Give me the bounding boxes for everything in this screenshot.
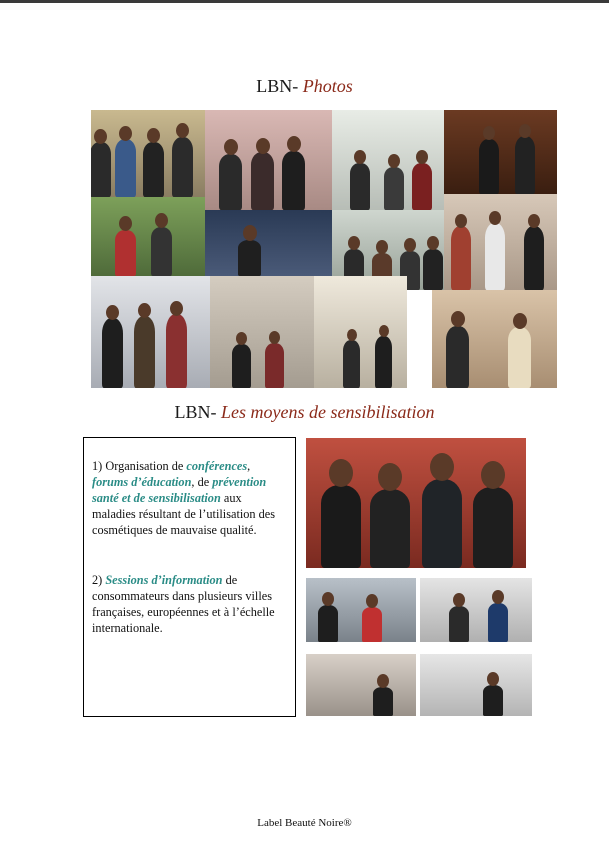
photo-presentation-screen — [205, 210, 332, 276]
photo-office-meeting — [210, 276, 314, 388]
photos-heading-title: Photos — [302, 76, 353, 96]
highlight-forums: forums d’éducation — [92, 475, 192, 489]
photo-panel-speakers — [205, 110, 332, 210]
photo-outdoor-stand — [91, 197, 205, 276]
photo-interview — [420, 654, 532, 716]
awareness-text-box — [83, 437, 296, 717]
photo-reception-room — [444, 110, 557, 194]
highlight-sessions: Sessions d’information — [105, 573, 223, 587]
photo-group-tv-crew — [91, 110, 205, 197]
photo-shop-visit — [91, 276, 210, 388]
photos-heading: LBN- Photos — [256, 76, 353, 96]
awareness-item-sessions: 2) Sessions d’information de consommateurs dans plusieurs villes françaises, européennes et à l’échelle internationale. — [92, 573, 275, 635]
photo-studio-session — [306, 654, 416, 716]
awareness-item-conferences: 1) Organisation de conférences, forums d’éducation, de prévention santé et de sensibilisation aux maladies résultant de l’utilisation des cosmétiques de mauvaise qualité. — [92, 459, 276, 537]
top-rule — [0, 0, 609, 3]
photo-group-portrait — [306, 438, 526, 568]
photo-exhibition-booth — [420, 578, 532, 642]
photo-computer-desk — [314, 276, 407, 388]
highlight-conferences: conférences — [186, 459, 248, 473]
means-heading-title: Les moyens de sensibilisation — [221, 402, 435, 422]
photo-consultation — [432, 290, 557, 388]
highlight-prevention: prévention santé et de sensibilisation — [92, 475, 267, 505]
photo-information-stand — [306, 578, 416, 642]
footer-brand: Label Beauté Noire® — [257, 817, 352, 829]
means-heading: LBN- Les moyens de sensibilisation — [174, 402, 435, 422]
photo-product-demo — [444, 194, 557, 290]
photo-conference-table — [332, 110, 444, 210]
